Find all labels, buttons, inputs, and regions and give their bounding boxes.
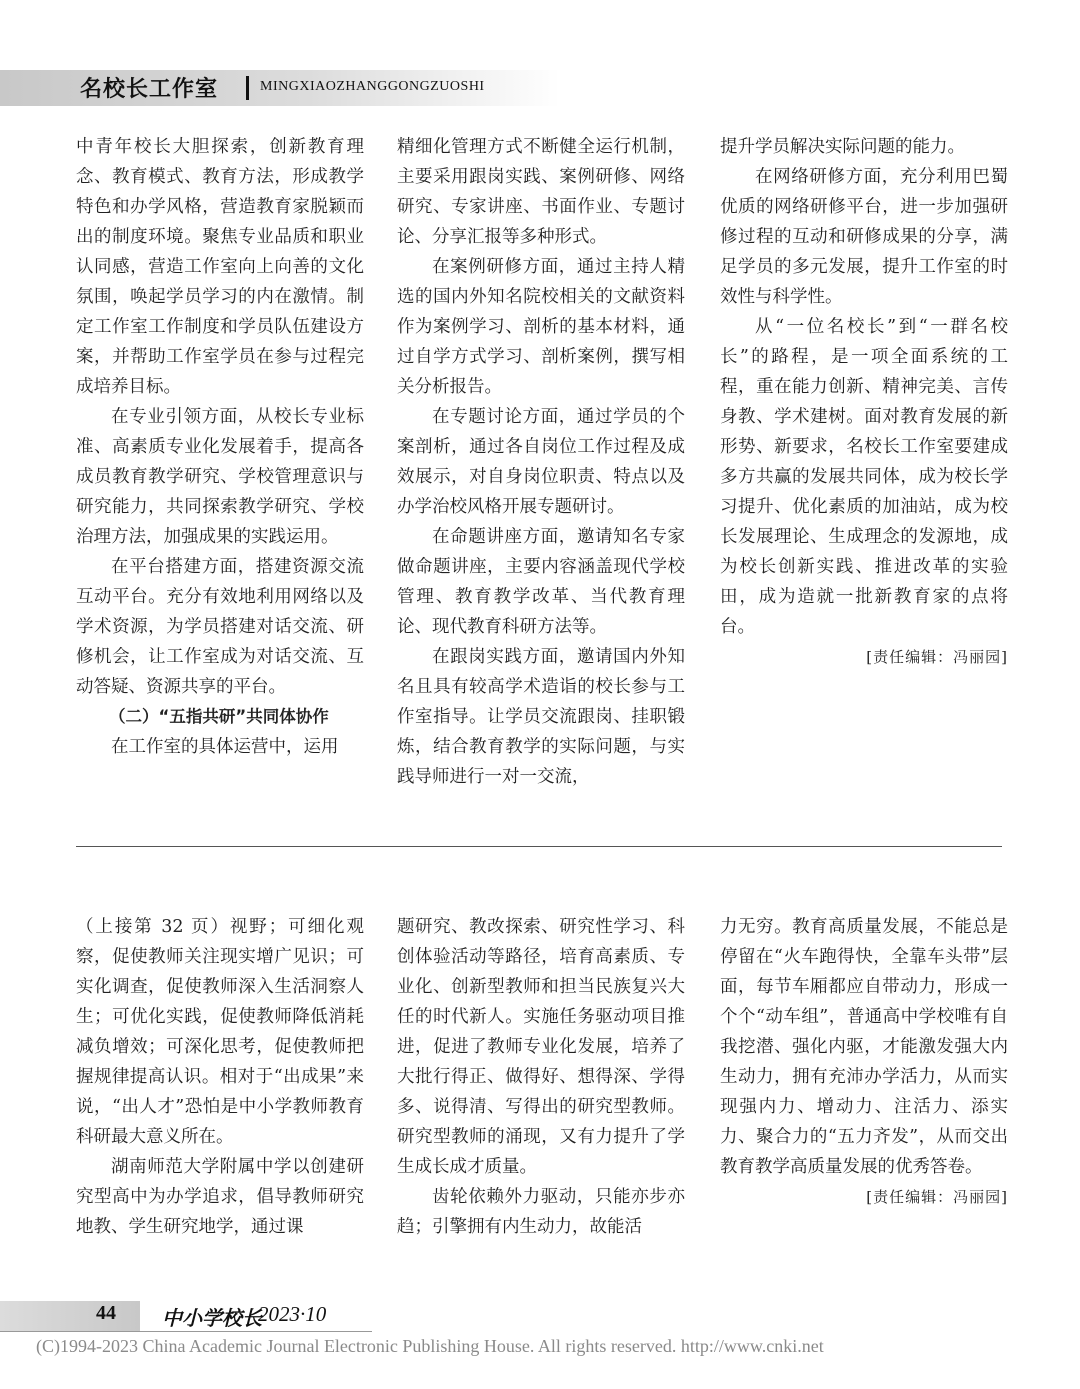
paragraph: 在工作室的具体运营中，运用 — [111, 737, 339, 757]
paragraph: 题研究、教改探索、研究性学习、科创体验活动等路径，培育高素质、专业化、创新型教师和担当民族复兴大任的时代新人。实施任务驱动项目推进，促进了教师专业化发展，培养了大批行得正、做得好、想得深、学得多、说得清、写得出的研究型教师。研究型教师的涌现，又有力提升了学生成长成才质量。 — [397, 917, 685, 1177]
paragraph: 提升学员解决实际问题的能力。 — [720, 137, 965, 157]
paragraph: 在专题讨论方面，通过学员的个案剖析，通过各自岗位工作过程及成效展示，对自身岗位职责、特点以及办学治校风格开展专题研讨。 — [397, 407, 685, 517]
footer-rule — [0, 1331, 372, 1332]
section-subheading: （二）“五指共研”共同体协作 — [109, 707, 329, 726]
journal-issue: 2023·10 — [258, 1302, 327, 1326]
journal-name: 中小学校长 — [162, 1306, 262, 1330]
article-bottom-column-2 — [397, 912, 685, 1242]
paragraph: 在案例研修方面，通过主持人精选的国内外知名院校相关的文献资料作为案例学习、剖析的基本材料，通过自学方式学习、剖析案例，撰写相关分析报告。 — [397, 257, 685, 397]
paragraph: 湖南师范大学附属中学以创建研究型高中为办学追求，倡导教师研究地教、学生研究地学，通过课 — [76, 1157, 364, 1237]
paragraph: 从“一位名校长”到“一群名校长”的路程，是一项全面系统的工程，重在能力创新、精神完美、言传身教、学术建树。面对教育发展的新形势、新要求，名校长工作室要建成多方共赢的发展共同体，成为校长学习提升、优化素质的加油站，成为校长发展理论、生成理念的发源地，成为校长创新实践、推进改革的实验田，成为造就一批新教育家的点将台。 — [720, 317, 1008, 637]
article-top-column-1 — [76, 132, 364, 762]
header-divider — [246, 76, 249, 100]
page-number: 44 — [96, 1302, 116, 1324]
paragraph: 齿轮依赖外力驱动，只能亦步亦趋；引擎拥有内生动力，故能活 — [397, 1187, 685, 1237]
paragraph: 在专业引领方面，从校长专业标准、高素质专业化发展着手，提高各成员教育教学研究、学校管理意识与研究能力，共同探索教学研究、学校治理方法，加强成果的实践运用。 — [76, 407, 364, 547]
article-top-column-3 — [720, 132, 1008, 672]
paragraph: 中青年校长大胆探索，创新教育理念、教育模式、教育方法，形成教学特色和办学风格，营造教育家脱颖而出的制度环境。聚焦专业品质和职业认同感，营造工作室向上向善的文化氛围，唤起学员学习的内在激情。制定工作室工作制度和学员队伍建设方案，并帮助工作室学员在参与过程完成培养目标。 — [76, 137, 364, 397]
paragraph: （上接第 32 页）视野；可细化观察，促使教师关注现实增广见识；可实化调查，促使教师深入生活洞察人生；可优化实践，促使教师降低消耗减负增效；可深化思考，促使教师把握规律提高认识。相对于“出成果”来说，“出人才”恐怕是中小学教师教育科研最大意义所在。 — [76, 917, 364, 1147]
paragraph: 在命题讲座方面，邀请知名专家做命题讲座，主要内容涵盖现代学校管理、教育教学改革、当代教育理论、现代教育科研方法等。 — [397, 527, 685, 637]
section-divider — [76, 846, 1002, 847]
copyright-notice: (C)1994-2023 China Academic Journal Electronic Publishing House. All rights reserved. http://www.cnki.net — [36, 1336, 824, 1356]
paragraph: 在平台搭建方面，搭建资源交流互动平台。充分有效地利用网络以及学术资源，为学员搭建对话交流、研修机会，让工作室成为对话交流、互动答疑、资源共享的平台。 — [76, 557, 364, 697]
paragraph: 力无穷。教育高质量发展，不能总是停留在“火车跑得快，全靠车头带”层面，每节车厢都应自带动力，形成一个个“动车组”，普通高中学校唯有自我挖潜、强化内驱，才能激发强大内生动力，拥有充沛办学活力，从而实现强内力、增动力、注活力、添实力、聚合力的“五力齐发”，从而交出教育教学高质量发展的优秀答卷。 — [720, 917, 1008, 1177]
editor-credit: [责任编辑：冯丽园] — [866, 648, 1008, 666]
paragraph: 在跟岗实践方面，邀请国内外知名且具有较高学术造诣的校长参与工作室指导。让学员交流跟岗、挂职锻炼，结合教育教学的实际问题，与实践导师进行一对一交流， — [397, 647, 685, 787]
article-bottom-column-3 — [720, 912, 1008, 1212]
column-title: 名校长工作室 — [80, 77, 219, 102]
folio-band — [0, 1301, 140, 1331]
column-title-pinyin: MINGXIAOZHANGGONGZUOSHI — [260, 79, 485, 94]
paragraph: 精细化管理方式不断健全运行机制，主要采用跟岗实践、案例研修、网络研究、专家讲座、书面作业、专题讨论、分享汇报等多种形式。 — [397, 137, 685, 247]
editor-credit: [责任编辑：冯丽园] — [866, 1188, 1008, 1206]
article-bottom-column-1 — [76, 912, 364, 1242]
paragraph: 在网络研修方面，充分利用巴蜀优质的网络研修平台，进一步加强研修过程的互动和研修成果的分享，满足学员的多元发展，提升工作室的时效性与科学性。 — [720, 167, 1008, 307]
article-top-column-2 — [397, 132, 685, 792]
